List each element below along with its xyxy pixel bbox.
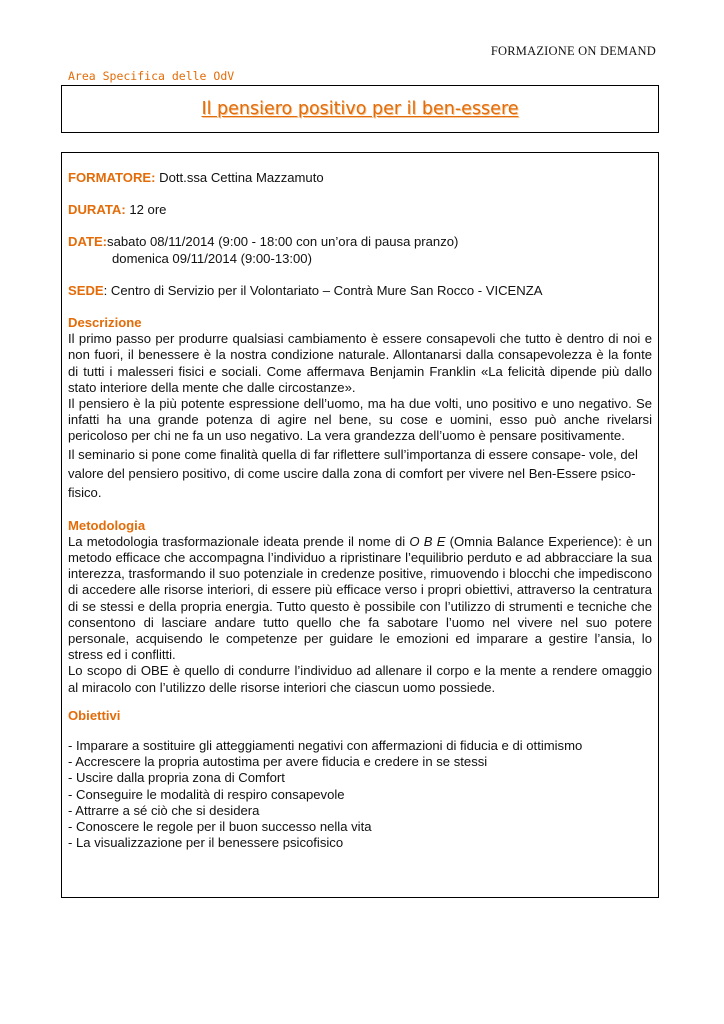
list-item: - La visualizzazione per il benessere psicofisico xyxy=(68,835,344,851)
descrizione-paragraph-3: Il seminario si pone come finalità quella di far riflettere sull’importanza di essere consape- vole, del valore del pensiero positivo, di come uscire dalla zona di comfort per vivere nel Ben-Essere psico-fisico. xyxy=(68,446,638,500)
descrizione-paragraph-1: Il primo passo per produrre qualsiasi cambiamento è essere consapevoli che tutto è dentro di noi e non fuori, il benessere è la nostra condizione naturale. Allontanarsi dalla consapevolezza è la fonte di tutti i malesseri fisici e sociali. Come affermava Benjamin Franklin «La felicità dipende più dallo stato interiore della mente che dalle circostanze». xyxy=(68,331,652,395)
formatore-label: FORMATORE: xyxy=(68,170,156,185)
obe-acronym: O B E xyxy=(409,533,446,549)
title-box xyxy=(61,85,659,133)
metodologia-text-after: (Omnia Balance Experience): è un metodo efficace che accompagna l’individuo a ripristinare l’equilibrio perduto e ad abbracciare la sua interezza, trasformando il suo potenziale in credenze positive, rimuovendo i blocchi che impediscono di accedere alle risorse interiori, di essere più efficace verso i propri obiettivi, attraverso la centratura di se stessi e della propria energia. Tutto questo è possibile con l’utilizzo di strumenti e tecniche che consentono di lasciare andare tutto quello che fa sabotare l’uomo nel vivere nel suo potere personale, acquisendo le competenze per guidare le emozioni ed imparare a gestire l’ansia, lo stress ed i conflitti. xyxy=(68,533,652,663)
date-value-2: domenica 09/11/2014 (9:00-13:00) xyxy=(112,250,312,266)
obiettivi-heading: Obiettivi xyxy=(68,707,121,723)
date-line-1 xyxy=(68,234,652,250)
metodologia-paragraph-2: Lo scopo di OBE è quello di condurre l’individuo ad allenare il corpo e la mente a rendere omaggio al miracolo con l’utilizzo delle risorse interiori che ciascun uomo possiede. xyxy=(68,663,652,695)
durata-value: 12 ore xyxy=(125,202,167,218)
descrizione-heading: Descrizione xyxy=(68,315,142,331)
list-item: - Imparare a sostituire gli atteggiamenti negativi con affermazioni di fiducia e di ottimismo xyxy=(68,738,583,754)
date-value-1: sabato 08/11/2014 (9:00 - 18:00 con un’ora di pausa pranzo) xyxy=(107,234,459,250)
list-item: - Conoscere le regole per il buon successo nella vita xyxy=(68,819,372,835)
sede-value: : Centro di Servizio per il Volontariato – Contrà Mure San Rocco - VICENZA xyxy=(103,282,543,298)
content-box xyxy=(61,152,659,898)
descrizione-paragraph-2: Il pensiero è la più potente espressione dell’uomo, ma ha due volti, uno positivo e uno negativo. Se infatti ha una grande potenza di agire nel bene, su cose e uomini, esso può anche rivelarsi pericoloso per chi ne fa un uso negativo. La vera grandezza dell’uomo è pensare positivamente. xyxy=(68,396,652,444)
metodologia-paragraph-1 xyxy=(68,534,652,664)
durata-label: DURATA: xyxy=(68,202,126,218)
metodologia-heading: Metodologia xyxy=(68,517,146,533)
field-formatore xyxy=(68,170,652,186)
area-label: Area Specifica delle OdV xyxy=(68,69,235,83)
date-label: DATE: xyxy=(68,234,108,250)
document-header-label: FORMAZIONE ON DEMAND xyxy=(490,44,656,58)
obiettivi-list xyxy=(68,738,652,851)
page-title: Il pensiero positivo per il ben-essere xyxy=(201,99,519,119)
formatore-value: Dott.ssa Cettina Mazzamuto xyxy=(155,170,324,185)
field-durata xyxy=(68,202,652,218)
list-item: - Accrescere la propria autostima per avere fiducia e credere in se stessi xyxy=(68,754,488,770)
field-date xyxy=(68,234,652,266)
list-item: - Conseguire le modalità di respiro consapevole xyxy=(68,786,345,802)
list-item: - Uscire dalla propria zona di Comfort xyxy=(68,770,285,786)
metodologia-text-before: La metodologia trasformazionale ideata prende il nome di xyxy=(68,533,410,549)
list-item: - Attrarre a sé ciò che si desidera xyxy=(68,802,260,818)
field-sede xyxy=(68,283,652,299)
sede-label: SEDE xyxy=(68,282,104,298)
